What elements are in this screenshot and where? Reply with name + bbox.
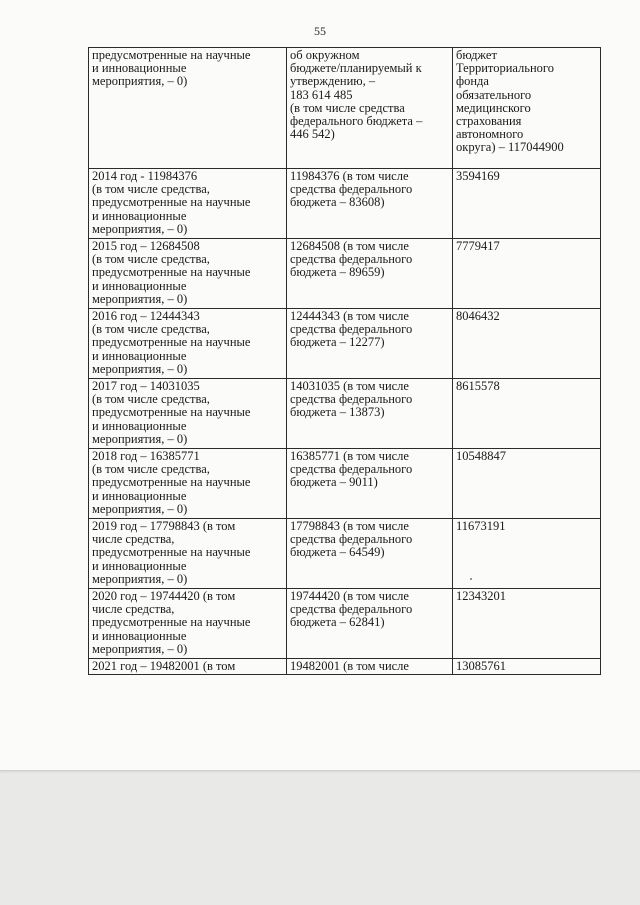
cell-text-line: и инновационные: [92, 348, 187, 363]
cell-text-line: 12684508 (в том числе: [290, 239, 409, 253]
cell-text-line: (в том числе средства,: [92, 252, 210, 267]
cell-text-line: средства федерального: [290, 322, 413, 337]
cell-text-line: бюджет: [456, 48, 497, 62]
cell-text-line: бюджета – 9011): [290, 475, 378, 490]
cell-text-line: округа) – 117044900: [456, 140, 564, 155]
cell-text-line: мероприятия, – 0): [92, 501, 188, 516]
district-budget-cell: [287, 169, 453, 239]
district-budget-cell: [287, 519, 453, 589]
cell-text-line: 2019 год – 17798843 (в том: [92, 519, 236, 533]
cell-text-line: предусмотренные на научные: [92, 615, 251, 630]
district-budget-cell: [287, 309, 453, 379]
cell-text-line: бюджета – 12277): [290, 335, 385, 350]
cell-text-line: 11984376 (в том числе: [290, 169, 409, 183]
cell-text-line: и инновационные: [92, 558, 187, 573]
cell-text-line: 2015 год – 12684508: [92, 239, 200, 253]
cell-text-line: 17798843 (в том числе: [290, 519, 409, 533]
table-row: [89, 169, 601, 239]
cell-text-line: и инновационные: [92, 278, 187, 293]
cell-text-line: 8615578: [456, 379, 500, 393]
total-cell: [89, 589, 287, 659]
total-cell: [89, 379, 287, 449]
fund-budget-cell: [453, 309, 601, 379]
cell-text-line: предусмотренные на научные: [92, 545, 251, 560]
cell-text-line: средства федерального: [290, 532, 413, 547]
table-row: [89, 48, 601, 169]
cell-text-line: (в том числе средства,: [92, 392, 210, 407]
cell-text-line: (в том числе средства: [290, 100, 405, 115]
cell-text-line: обязательного: [456, 87, 532, 102]
district-budget-cell: [287, 589, 453, 659]
total-cell: [89, 48, 287, 169]
cell-text-line: фонда: [456, 74, 489, 89]
cell-text-line: и инновационные: [92, 61, 187, 76]
cell-text-line: бюджете/планируемый к: [290, 61, 422, 76]
table-row: [89, 659, 601, 675]
cell-text-line: 183 614 485: [290, 87, 353, 102]
fund-budget-cell: [453, 239, 601, 309]
table-row: [89, 239, 601, 309]
total-cell: [89, 519, 287, 589]
cell-text-line: федерального бюджета –: [290, 114, 423, 129]
cell-text-line: 2020 год – 19744420 (в том: [92, 589, 236, 603]
cell-text-line: страхования: [456, 114, 522, 129]
cell-text-line: бюджета – 83608): [290, 195, 385, 210]
cell-text-line: 2017 год – 14031035: [92, 379, 200, 393]
cell-text-line: (в том числе средства,: [92, 182, 210, 197]
cell-text-line: и инновационные: [92, 488, 187, 503]
table-row: [89, 379, 601, 449]
fund-budget-cell: [453, 519, 601, 589]
cell-text-line: мероприятия, – 0): [92, 641, 188, 656]
district-budget-cell: [287, 379, 453, 449]
cell-text-line: числе средства,: [92, 532, 175, 547]
total-cell: [89, 239, 287, 309]
total-cell: [89, 449, 287, 519]
cell-text-line: утверждению, –: [290, 74, 376, 89]
cell-text-line: 3594169: [456, 169, 500, 183]
cell-text-line: 19744420 (в том числе: [290, 589, 409, 603]
cell-text-line: 14031035 (в том числе: [290, 379, 409, 393]
cell-text-line: мероприятия, – 0): [92, 361, 188, 376]
cell-text-line: бюджета – 13873): [290, 405, 385, 420]
cell-text-line: и инновационные: [92, 628, 187, 643]
district-budget-cell: [287, 659, 453, 675]
cell-text-line: средства федерального: [290, 182, 413, 197]
cell-text-line: предусмотренные на научные: [92, 265, 251, 280]
cell-text-line: 16385771 (в том числе: [290, 449, 409, 463]
cell-text-line: 10548847: [456, 449, 506, 463]
funding-table: [88, 47, 601, 675]
fund-budget-cell: [453, 169, 601, 239]
cell-text-line: средства федерального: [290, 252, 413, 267]
cell-text-line: предусмотренные на научные: [92, 195, 251, 210]
fund-budget-cell: [453, 589, 601, 659]
cell-text-line: предусмотренные на научные: [92, 475, 251, 490]
cell-text-line: и инновационные: [92, 418, 187, 433]
cell-text-line: об окружном: [290, 48, 360, 62]
cell-text-line: Территориального: [456, 61, 554, 76]
fund-budget-cell: [453, 449, 601, 519]
cell-text-line: медицинского: [456, 100, 531, 115]
cell-text-line: 19482001 (в том числе: [290, 659, 409, 673]
cell-text-line: (в том числе средства,: [92, 322, 210, 337]
funding-table-body: [89, 48, 601, 675]
cell-text-line: (в том числе средства,: [92, 462, 210, 477]
district-budget-cell: [287, 239, 453, 309]
cell-text-line: средства федерального: [290, 392, 413, 407]
cell-text-line: и инновационные: [92, 208, 187, 223]
cell-text-line: 2018 год – 16385771: [92, 449, 200, 463]
fund-budget-cell: [453, 659, 601, 675]
table-row: [89, 589, 601, 659]
cell-text-line: 12444343 (в том числе: [290, 309, 409, 323]
cell-text-line: средства федерального: [290, 602, 413, 617]
district-budget-cell: [287, 449, 453, 519]
cell-text-line: 2014 год - 11984376: [92, 169, 198, 183]
cell-text-line: предусмотренные на научные: [92, 48, 251, 62]
cell-text-line: мероприятия, – 0): [92, 221, 188, 236]
scan-speck: [470, 578, 472, 580]
fund-budget-cell: [453, 48, 601, 169]
cell-text-line: 446 542): [290, 127, 335, 142]
district-budget-cell: [287, 48, 453, 169]
cell-text-line: мероприятия, – 0): [92, 571, 188, 586]
cell-text-line: 2016 год – 12444343: [92, 309, 200, 323]
cell-text-line: бюджета – 89659): [290, 265, 385, 280]
cell-text-line: 2021 год – 19482001 (в том: [92, 659, 236, 673]
cell-text-line: предусмотренные на научные: [92, 405, 251, 420]
total-cell: [89, 169, 287, 239]
total-cell: [89, 659, 287, 675]
cell-text-line: мероприятия, – 0): [92, 291, 188, 306]
page-number: 55: [314, 24, 326, 38]
table-row: [89, 309, 601, 379]
cell-text-line: 12343201: [456, 589, 506, 603]
table-row: [89, 449, 601, 519]
fund-budget-cell: [453, 379, 601, 449]
cell-text-line: бюджета – 62841): [290, 615, 385, 630]
cell-text-line: 7779417: [456, 239, 500, 253]
cell-text-line: бюджета – 64549): [290, 545, 385, 560]
table-row: [89, 519, 601, 589]
cell-text-line: 13085761: [456, 659, 506, 673]
cell-text-line: числе средства,: [92, 602, 175, 617]
cell-text-line: 11673191: [456, 519, 506, 533]
cell-text-line: мероприятия, – 0): [92, 74, 188, 89]
cell-text-line: 8046432: [456, 309, 500, 323]
cell-text-line: автономного: [456, 127, 524, 142]
total-cell: [89, 309, 287, 379]
cell-text-line: мероприятия, – 0): [92, 431, 188, 446]
cell-text-line: предусмотренные на научные: [92, 335, 251, 350]
cell-text-line: средства федерального: [290, 462, 413, 477]
